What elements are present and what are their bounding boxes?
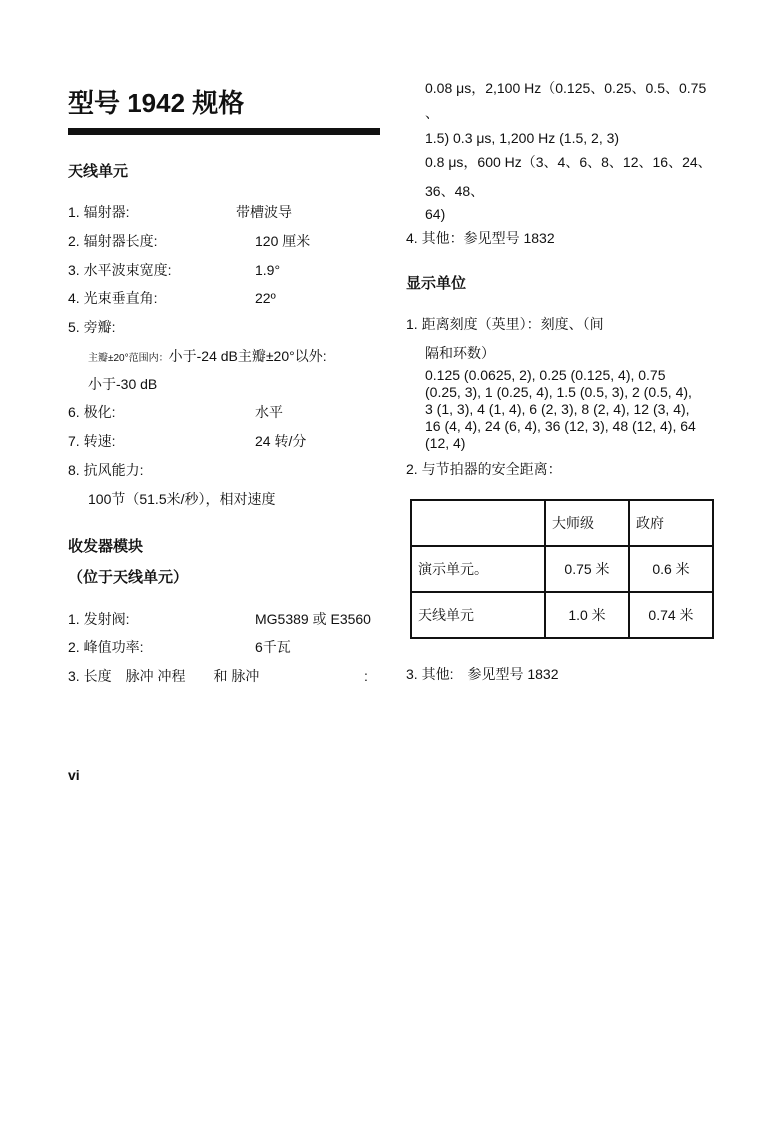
spec-item [68,319,115,335]
spec-item [68,262,171,278]
spec-item [68,204,129,220]
pulse-spec-line: 0.08 μs，2,100 Hz（0.125、0.25、0.5、0.75 [425,80,707,96]
spec-item [68,433,115,449]
item-number: 5. [68,319,80,335]
sidelobe-text2: 小于-30 dB [88,376,158,392]
item-number: 2. [406,461,418,477]
range-scale-line2: 隔和环数） [425,345,495,361]
sidelobe-small-label: 主瓣±20°范围内： [88,353,169,364]
spec-label: 抗风能力: [83,462,144,478]
table-header [411,500,545,546]
range-line: 0.125 (0.0625, 2), 0.25 (0.125, 4), 0.75 [425,367,666,383]
page-number: vi [68,767,80,783]
range-scale-label [406,316,604,332]
table-cell: 0.6 米 [629,546,713,592]
title-rule [68,128,380,135]
spec-item [68,611,129,627]
sidelobe-text: 小于-24 dB主瓣±20°以外: [168,348,327,364]
spec-item [68,404,115,420]
safe-distance-text: 与节拍器的安全距离： [421,461,562,477]
spec-item [68,233,157,249]
table-cell: 天线单元 [411,592,545,638]
range-line: 16 (4, 4), 24 (6, 4), 36 (12, 3), 48 (12, 4), 64 [425,418,696,434]
section-heading-display: 显示单位 [406,275,467,292]
item-number: 1. [406,316,418,332]
spec-label: 辐射器: [83,204,130,220]
spec-item [68,668,259,684]
item-number: 6. [68,404,80,420]
spec-label: 旁瓣: [83,319,116,335]
item-number: 8. [68,462,80,478]
item-number: 4. [406,230,418,246]
table-cell: 0.75 米 [545,546,629,592]
item-number: 3. [68,262,80,278]
item-number: 1. [68,611,80,627]
spec-label: 长度 脉冲 冲程 和 脉冲 [83,668,260,684]
spec-label: 转速: [83,433,116,449]
spec-value: 1.9° [255,262,281,278]
wind-spec: 100节（51.5米/秒），相对速度 [88,491,276,507]
spec-label: 极化: [83,404,116,420]
pulse-spec-line: 1.5) 0.3 μs, 1,200 Hz (1.5, 2, 3) [425,130,620,146]
section-subheading-transceiver: （位于天线单元） [68,569,189,586]
table-header-row [411,500,713,546]
table-row [411,546,713,592]
pulse-spec-line: 36、48、 [425,183,485,199]
spec-label: 光束垂直角: [83,290,158,306]
range-line: 3 (1, 3), 4 (1, 4), 6 (2, 3), 8 (2, 4), 12 (3, 4), [425,401,690,417]
item-number: 1. [68,204,80,220]
spec-value: 带槽波导 [236,204,292,220]
range-line: (0.25, 3), 1 (0.25, 4), 1.5 (0.5, 3), 2 (0.5, 4), [425,384,692,400]
spec-value: 24 转/分 [255,433,307,449]
spec-item [68,290,157,306]
spec-label: 峰值功率: [83,639,144,655]
item-number: 3. [68,668,80,684]
pulse-spec-line: 0.8 μs，600 Hz（3、4、6、8、12、16、24、 [425,154,712,170]
spec-item [68,462,143,478]
section-heading-transceiver: 收发器模块 [68,538,144,555]
spec-value: MG5389 或 E3560 [255,611,371,627]
safe-distance-table [410,499,714,639]
table-cell: 1.0 米 [545,592,629,638]
other-display-text: 其他: 参见型号 1832 [421,666,559,682]
item-number: 7. [68,433,80,449]
spec-value: 水平 [255,404,283,420]
safe-distance-label [406,461,562,477]
table-row [411,592,713,638]
spec-label: 水平波束宽度: [83,262,172,278]
item-number: 2. [68,233,80,249]
other-spec [406,230,555,246]
table-header: 政府 [629,500,713,546]
item-number: 3. [406,666,418,682]
spec-value: : [364,668,368,684]
table-cell: 0.74 米 [629,592,713,638]
pulse-spec-line: 、 [425,105,439,121]
other-display-spec [406,666,559,682]
sidelobe-spec [88,348,327,367]
spec-value: 120 厘米 [255,233,311,249]
section-heading-antenna: 天线单元 [68,163,129,180]
spec-label: 辐射器长度: [83,233,158,249]
range-scale-line1: 距离刻度（英里）：刻度、（间 [421,316,604,332]
page-title: 型号 1942 规格 [68,88,245,118]
spec-item [68,639,143,655]
table-header: 大师级 [545,500,629,546]
item-number: 4. [68,290,80,306]
item-number: 2. [68,639,80,655]
spec-value: 22º [255,290,276,306]
range-line: (12, 4) [425,435,466,451]
spec-label: 发射阀: [83,611,130,627]
pulse-spec-line: 64) [425,206,446,222]
table-cell: 演示单元。 [411,546,545,592]
other-text: 其他：参见型号 1832 [421,230,555,246]
spec-value: 6千瓦 [255,639,291,655]
